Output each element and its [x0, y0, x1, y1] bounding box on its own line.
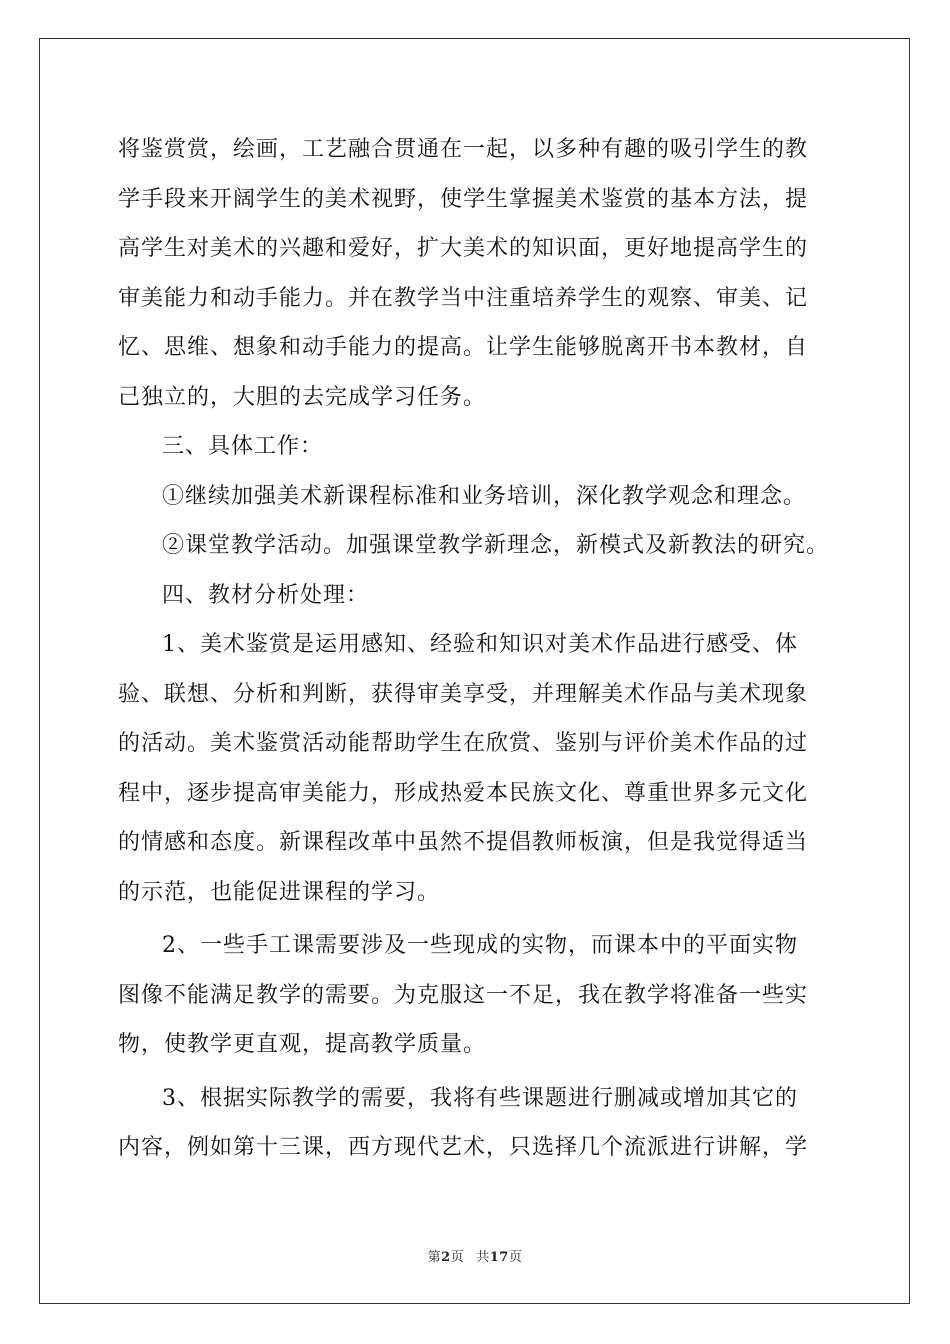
text-line: 1、美术鉴赏是运用感知、经验和知识对美术作品进行感受、体: [162, 632, 798, 657]
paragraph-point-1: [118, 620, 836, 917]
text-line: 内容，例如第十三课，西方现代艺术，只选择几个流派进行讲解，学: [118, 1135, 809, 1160]
section-heading-specific-work: [118, 422, 836, 472]
text-line: 的示范，也能促进课程的学习。: [118, 879, 441, 905]
text-line: 审美能力和动手能力。并在教学当中注重培养学生的观察、审美、记: [118, 285, 809, 311]
text-line: 己独立的，大胆的去完成学习任务。: [118, 384, 487, 410]
total-pages: 17: [489, 1250, 509, 1265]
text-line: 图像不能满足教学的需要。为克服这一不足，我在教学将准备一些实: [118, 982, 809, 1008]
list-item-2: [118, 521, 836, 571]
text-line: 的情感和态度。新课程改革中虽然不提倡教师板演，但是我觉得适当: [118, 830, 809, 855]
total-label-prefix: 共: [476, 1250, 490, 1265]
paragraph-point-3: [118, 1074, 836, 1173]
text-line: 忆、思维、想象和动手能力的提高。让学生能够脱离开书本教材，自: [118, 335, 809, 360]
heading-text: 四、教材分析处理：: [162, 582, 370, 608]
text-line: 物，使教学更直观，提高教学质量。: [118, 1032, 487, 1057]
paragraph-point-2: [118, 921, 836, 1070]
text-line: 的活动。美术鉴赏活动能帮助学生在欣赏、鉴别与评价美术作品的过: [118, 731, 809, 756]
page-number: 2: [441, 1250, 451, 1265]
text-line: 验、联想、分析和判断，获得审美享受，并理解美术作品与美术现象: [118, 681, 809, 707]
paragraph-art-appreciation-intro: [118, 125, 836, 422]
list-item-text: ①继续加强美术新课程标准和业务培训，深化教学观念和理念。: [162, 483, 807, 509]
text-line: 2、一些手工课需要涉及一些现成的实物，而课本中的平面实物: [162, 933, 798, 958]
section-heading-textbook-analysis: [118, 571, 836, 621]
text-line: 学手段来开阔学生的美术视野，使学生掌握美术鉴赏的基本方法，提: [118, 186, 809, 212]
page-label-suffix: 页: [450, 1250, 465, 1265]
text-line: 3、根据实际教学的需要，我将有些课题进行删减或增加其它的: [162, 1085, 798, 1111]
text-line: 程中，逐步提高审美能力，形成热爱本民族文化、尊重世界多元文化: [118, 780, 809, 806]
list-item-text: ②课堂教学活动。加强课堂教学新理念，新模式及新教法的研究。: [162, 533, 830, 558]
text-line: 将鉴赏赏，绘画，工艺融合贯通在一起，以多种有趣的吸引学生的教: [118, 137, 809, 162]
list-item-1: [118, 472, 836, 522]
page-footer: [0, 1246, 950, 1265]
text-line: 高学生对美术的兴趣和爱好，扩大美术的知识面，更好地提高学生的: [118, 236, 809, 261]
heading-text: 三、具体工作：: [162, 434, 324, 459]
page-label-prefix: 第: [427, 1250, 442, 1265]
total-label-suffix: 页: [508, 1250, 523, 1265]
document-body: [118, 125, 836, 1173]
